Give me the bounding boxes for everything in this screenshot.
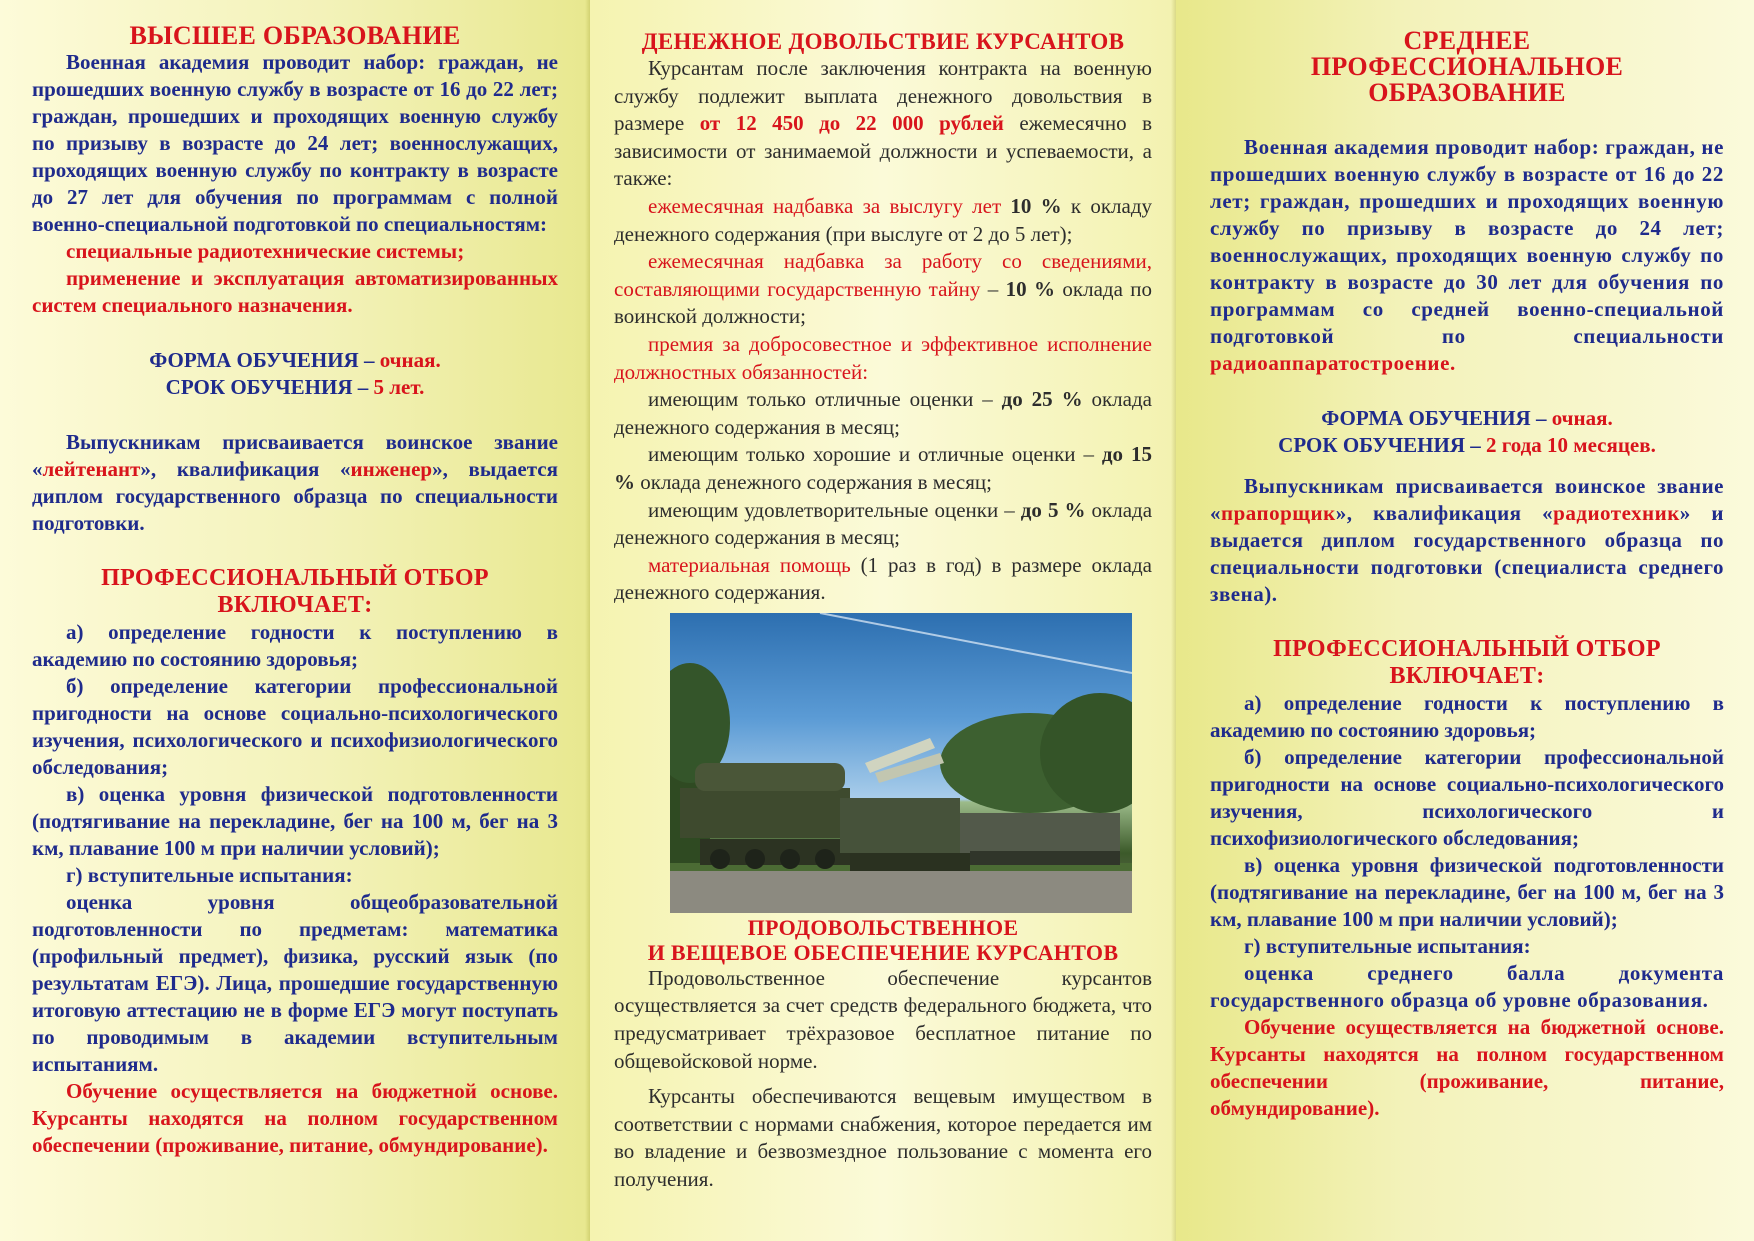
missile-system-photo bbox=[670, 613, 1132, 913]
left-rank: лейтенант bbox=[42, 457, 141, 481]
panel-higher-education bbox=[0, 0, 590, 1241]
allowance-seniority: ежемесячная надбавка за выслугу лет 10 % к окладу денежного содержания (при выслуге от 2 до 5 лет); bbox=[614, 193, 1153, 246]
right-term-value: 2 года 10 месяцев. bbox=[1485, 433, 1656, 457]
panel-secondary-education bbox=[1176, 0, 1754, 1241]
heading-provision: ПРОДОВОЛЬСТВЕННОЕ И ВЕЩЕВОЕ ОБЕСПЕЧЕНИЕ КУРСАНТОВ bbox=[647, 914, 1119, 965]
left-selection-b: б) определение категории профессиональной пригодности на основе социально-психологического изучения, психологического и психофизиологического обследования; bbox=[32, 674, 558, 779]
left-selection-c: в) оценка уровня физической подготовленности (подтягивание на перекладине, бег на 100 м, бег на 3 км, плавание 100 м при наличии условий); bbox=[32, 782, 558, 860]
right-selection-a: а) определение годности к поступлению в академию по состоянию здоровья; bbox=[1210, 691, 1724, 742]
allowance-bonus: премия за добросовестное и эффективное исполнение должностных обязанностей: bbox=[614, 331, 1152, 384]
left-specialty-1: специальные радиотехнические системы; bbox=[66, 239, 465, 263]
right-term-label: СРОК ОБУЧЕНИЯ – bbox=[1278, 433, 1481, 457]
right-form-line bbox=[1210, 405, 1724, 432]
left-selection-d-text: оценка уровня общеобразовательной подготовленности по предметам: математика (профильный предмет), физика, русский язык (по результатам ЕГЭ). Лица, прошедшие государственную итоговую аттестацию не в форме ЕГЭ могут поступать по проводимым в академии вступительным испытаниям. bbox=[32, 890, 558, 1076]
heading-allowance: ДЕНЕЖНОЕ ДОВОЛЬСТВИЕ КУРСАНТОВ bbox=[641, 29, 1125, 54]
left-term-line bbox=[32, 374, 558, 401]
allowance-good: имеющим только хорошие и отличные оценки – до 15 % оклада денежного содержания в месяц; bbox=[614, 442, 1152, 494]
right-specialty: радиоаппаратостроение. bbox=[1210, 351, 1456, 375]
right-rank: прапорщик bbox=[1221, 501, 1336, 525]
right-budget-note: Обучение осуществляется на бюджетной основе. Курсанты находятся на полном государственном обеспечении (проживание, питание, обмундирование). bbox=[1210, 1015, 1724, 1120]
left-intro: Военная академия проводит набор: граждан, не прошедших военную службу в возрасте от 16 до 22 лет; граждан, прошедших и проходящих военную службу по призыву в возрасте до 24 лет; военнослужащих, проходящих военную службу по контракту в возрасте до 27 лет для обучения по программам с полной военно-специальной подготовкой по специальностям: bbox=[32, 50, 558, 236]
left-selection-d: г) вступительные испытания: bbox=[66, 863, 353, 887]
allowance-secret: ежемесячная надбавка за работу со сведениями, составляющими государственную тайну – 10 % оклада по воинской должности; bbox=[614, 249, 1153, 329]
allowance-intro: Курсантам после заключения контракта на военную службу подлежит выплата денежного довольствия в размере от 12 450 до 22 000 рублей ежемесячно в зависимости от занимаемой должности и успеваемости, а также: bbox=[614, 56, 1152, 191]
left-graduate-text: Выпускникам присваивается воинское звание «лейтенант», квалификация «инженер», выдается диплом государственного образца по специальности подготовки. bbox=[32, 430, 558, 535]
right-selection-heading: ПРОФЕССИОНАЛЬНЫЙ ОТБОР ВКЛЮЧАЕТ: bbox=[1273, 636, 1661, 689]
right-qualification: радиотехник bbox=[1553, 501, 1680, 525]
missile-launcher-illustration bbox=[670, 613, 1132, 913]
panel-allowance bbox=[590, 0, 1176, 1241]
right-intro: Военная академия проводит набор: граждан, не прошедших военную службу в возрасте от 16 до 22 лет; граждан, прошедших и проходящих военную службу по призыву в возрасте до 24 лет; военнослужащих, проходящих военную службу по контракту в возрасте до 30 лет для обучения по программам со средней военно-специальной подготовкой по специальности радиоаппаратостроение. bbox=[1210, 135, 1724, 375]
right-graduate-text: Выпускникам присваивается воинское звание «прапорщик», квалификация «радиотехник» и выдается диплом государственного образца по специальности подготовки (специалиста среднего звена). bbox=[1210, 474, 1724, 606]
left-budget-note: Обучение осуществляется на бюджетной основе. Курсанты находятся на полном государственном обеспечении (проживание, питание, обмундирование). bbox=[32, 1079, 558, 1157]
right-selection-b: б) определение категории профессиональной пригодности на основе социально-психологического изучения, психологического и психофизиологического обследования; bbox=[1210, 745, 1724, 850]
left-term-label: СРОК ОБУЧЕНИЯ – bbox=[165, 375, 369, 399]
left-specialty-2: применение и эксплуатация автоматизированных систем специального назначения. bbox=[32, 266, 558, 317]
right-selection-c: в) оценка уровня физической подготовленности (подтягивание на перекладине, бег на 100 м, бег на 3 км, плавание 100 м при наличии условий); bbox=[1210, 853, 1724, 931]
right-form-value: очная. bbox=[1551, 406, 1613, 430]
left-term-value: 5 лет. bbox=[373, 375, 425, 399]
provision-clothing: Курсанты обеспечиваются вещевым имуществом в соответствии с нормами снабжения, которое передается им во владение и безвозмездное пользование с момента его получения. bbox=[614, 1084, 1152, 1192]
left-form-value: очная. bbox=[379, 348, 441, 372]
right-term-line bbox=[1210, 432, 1724, 459]
heading-secondary-education: СРЕДНЕЕ ПРОФЕССИОНАЛЬНОЕ ОБРАЗОВАНИЕ bbox=[1310, 26, 1624, 107]
left-selection-heading: ПРОФЕССИОНАЛЬНЫЙ ОТБОР ВКЛЮЧАЕТ: bbox=[101, 565, 489, 618]
right-selection-d: г) вступительные испытания: bbox=[1244, 934, 1531, 958]
provision-food: Продовольственное обеспечение курсантов осуществляется за счет средств федерального бюджета, что предусматривает трёхразовое бесплатное питание по общевойсковой норме. bbox=[614, 965, 1152, 1073]
right-selection-d-text: оценка среднего балла документа государственного образца об уровне образования. bbox=[1210, 961, 1724, 1012]
right-form-label: ФОРМА ОБУЧЕНИЯ – bbox=[1321, 406, 1547, 430]
left-form-label: ФОРМА ОБУЧЕНИЯ – bbox=[149, 348, 375, 372]
left-selection-a: а) определение годности к поступлению в академию по состоянию здоровья; bbox=[32, 620, 558, 671]
heading-higher-education: ВЫСШЕЕ ОБРАЗОВАНИЕ bbox=[129, 21, 461, 50]
allowance-satisfactory: имеющим удовлетворительные оценки – до 5 % оклада денежного содержания в месяц; bbox=[614, 497, 1153, 550]
allowance-material-aid: материальная помощь (1 раз в год) в размере оклада денежного содержания. bbox=[614, 552, 1152, 605]
left-qualification: инженер bbox=[350, 457, 433, 481]
allowance-amount: от 12 450 до 22 000 рублей bbox=[699, 111, 1004, 136]
allowance-excellent: имеющим только отличные оценки – до 25 % оклада денежного содержания в месяц; bbox=[614, 387, 1152, 439]
left-form-line bbox=[32, 347, 558, 374]
